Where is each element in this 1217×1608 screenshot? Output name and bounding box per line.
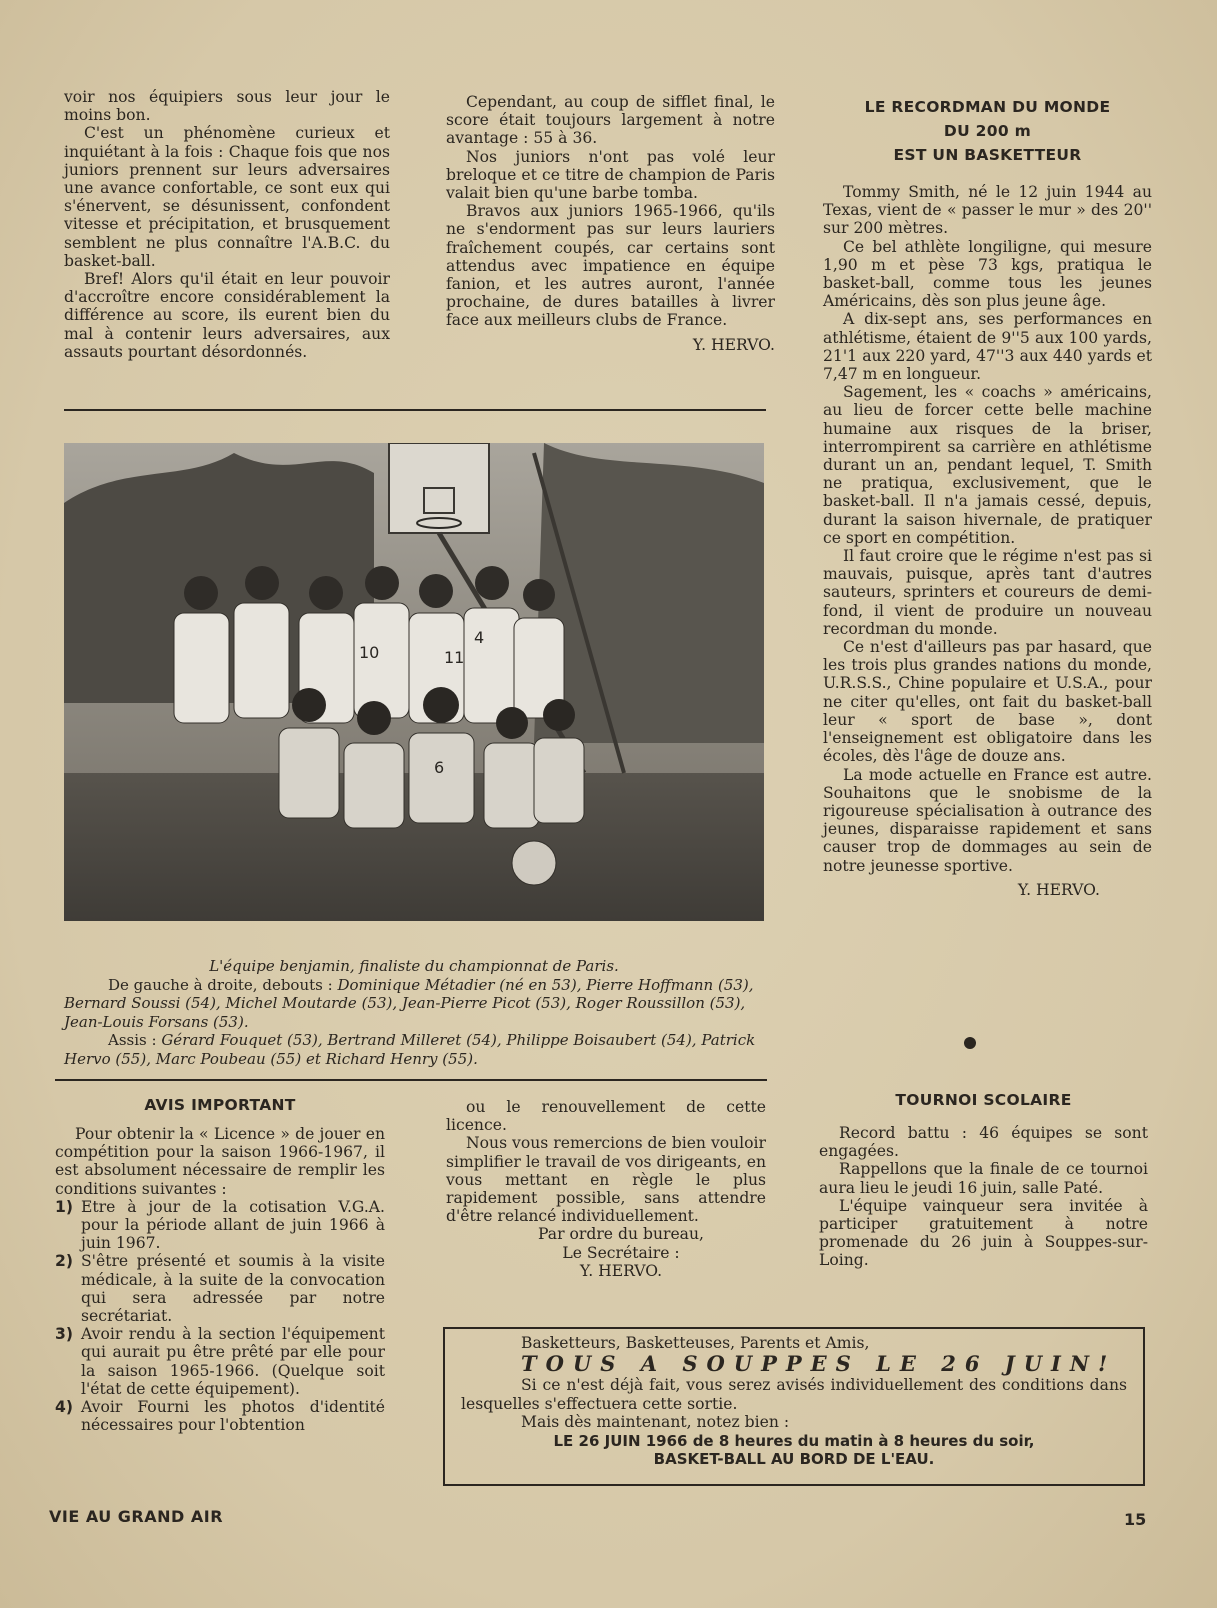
item-number: 1) — [55, 1197, 73, 1216]
avis-intro: Pour obtenir la « Licence » de jouer en compétition pour la saison 1966-1967, il est absolument nécessaire de remplir les conditions suivantes : — [55, 1125, 385, 1198]
announcement-headline: TOUS A SOUPPES LE 26 JUIN! — [521, 1351, 1117, 1377]
paragraph: Ce n'est d'ailleurs pas par hasard, que les trois plus grandes nations du monde, U.R.S.S., Chine populaire et U.S.A., pour ne citer qu'elles, ont fait du basket-ball leur « sport de base », dont l'enseignement est obligatoire dans les écoles, dès l'âge de douze ans. — [823, 638, 1152, 766]
caption-standing-names: Dominique Métadier (né en 53), Pierre Hoffmann (53), Bernard Soussi (54), Michel Moutarde (53), Jean-Pierre Picot (53), Roger Roussillon (53), Jean-Louis Forsans (53). — [64, 975, 754, 1031]
team-photo-illustration — [64, 443, 764, 921]
paragraph: Cependant, au coup de sifflet final, le score était toujours largement à notre avantage : 55 à 36. — [446, 93, 775, 148]
announcement-line: Mais dès maintenant, notez bien : — [521, 1413, 790, 1432]
heading-line: DU 200 m — [943, 122, 1032, 140]
paragraph: La mode actuelle en France est autre. Souhaitons que le snobisme de la rigoureuse spécialisation à outrance des jeunes, disparaisse rapidement et sans causer trop de dommages au sein de notre jeunesse sportive. — [823, 765, 1152, 875]
item-text: Avoir rendu à la section l'équipement qui aurait pu être prêté par elle pour la saison 1965-1966. (Quelque soit l'état de cette équipement). — [81, 1325, 385, 1398]
svg-text:11: 11 — [444, 648, 465, 667]
paragraph: Bref! Alors qu'il était en leur pouvoir d'accroître encore considérablement la différence au score, ils eurent bien du mal à contenir leurs adversaires, aux assauts pourtant désordonnés. — [64, 270, 390, 361]
list-item — [55, 1398, 385, 1434]
paragraph: Bravos aux juniors 1965-1966, qu'ils ne s'endorment pas sur leurs lauriers fraîchement coupés, car certains sont attendus avec impatience en équipe fanion, et les autres auront, l'année prochaine, de dures batailles à livrer face aux meilleurs clubs de France. — [446, 202, 775, 330]
caption-seated-names: Gérard Fouquet (53), Bertrand Milleret (54), Philippe Boisaubert (54), Patrick Hervo (55), Marc Poubeau (55) et Richard Henry (55). — [64, 1031, 756, 1068]
signature: Y. HERVO. — [692, 335, 775, 354]
separator-dot — [964, 1037, 976, 1049]
signature: Y. HERVO. — [1017, 880, 1100, 899]
paragraph: Record battu : 46 équipes se sont engagées. — [819, 1124, 1148, 1161]
avis-secretary: Le Secrétaire : — [562, 1243, 680, 1262]
article-top-col2 — [446, 93, 775, 354]
recordman-heading — [823, 95, 1152, 167]
avis-continuation — [446, 1098, 766, 1280]
caption-seated-label: Assis : — [108, 1031, 157, 1050]
announcement-line: Si ce n'est déjà fait, vous serez avisés individuellement des conditions dans lesquelles s'effectuera cette sortie. — [461, 1376, 1127, 1413]
paragraph: ou le renouvellement de cette licence. — [446, 1098, 766, 1135]
paragraph: L'équipe vainqueur sera invitée à participer gratuitement à notre promenade du 26 juin à Souppes-sur-Loing. — [819, 1196, 1148, 1270]
photo-caption — [64, 957, 764, 1069]
announcement-date: LE 26 JUIN 1966 de 8 heures du matin à 8 heures du soir, — [553, 1431, 1035, 1450]
svg-text:4: 4 — [474, 628, 485, 647]
caption-title: L'équipe benjamin, finaliste du championnat de Paris. — [209, 957, 619, 975]
team-photo — [64, 443, 764, 921]
paragraph: A dix-sept ans, ses performances en athlétisme, étaient de 9''5 aux 100 yards, 21'1 aux 220 yard, 47''3 aux 440 yards et 7,47 m en longueur. — [823, 310, 1152, 384]
paragraph: Sagement, les « coachs » américains, au lieu de forcer cette belle machine humaine aux risques de la briser, interrompirent sa carrière en athlétisme durant un an, pendant lequel, T. Smith ne pratiqua, exclusivement, que le basket-ball. Il n'a jamais cessé, depuis, durant la saison hivernale, de pratiquer ce sport en compétition. — [823, 383, 1152, 547]
svg-text:10: 10 — [359, 643, 380, 662]
announcement-box — [443, 1327, 1145, 1486]
paragraph: Rappellons que la finale de ce tournoi aura lieu le jeudi 16 juin, salle Paté. — [819, 1160, 1148, 1197]
caption-seated — [64, 1031, 764, 1068]
paragraph: Il faut croire que le régime n'est pas si mauvais, puisque, après tant d'autres sauteurs, sprinters et coureurs de demi-fond, il vient de produire un nouveau recordman du monde. — [823, 547, 1152, 638]
list-item — [55, 1198, 385, 1253]
svg-text:6: 6 — [434, 758, 445, 777]
item-text: Avoir Fourni les photos d'identité nécessaires pour l'obtention — [81, 1398, 385, 1435]
paragraph: Ce bel athlète longiligne, qui mesure 1,90 m et pèse 73 kgs, pratiqua le basket-ball, comme tous les jeunes Américains, dès son plus jeune âge. — [823, 237, 1152, 311]
caption-standing — [64, 976, 764, 1032]
recordman-article — [823, 95, 1152, 899]
heading-line: EST UN BASKETTEUR — [893, 146, 1082, 164]
magazine-title: VIE AU GRAND AIR — [49, 1507, 224, 1526]
list-item — [55, 1325, 385, 1398]
paragraph: C'est un phénomène curieux et inquiétant à la fois : Chaque fois que nos juniors prennent sur leurs adversaires une avance confortable, ce sont eux qui s'énervent, se désunissent, confondent vitesse et précipitation, et brusquement semblent ne plus connaître l'A.B.C. du basket-ball. — [64, 124, 390, 270]
announcement-line: Basketteurs, Basketteuses, Parents et Amis, — [521, 1334, 870, 1352]
item-number: 4) — [55, 1398, 73, 1417]
item-number: 2) — [55, 1252, 73, 1271]
item-number: 3) — [55, 1325, 73, 1344]
tournoi-scolaire — [819, 1088, 1148, 1270]
paragraph: Nous vous remercions de bien vouloir simplifier le travail de vos dirigeants, en vous mettant en règle le plus rapidement possible, sans attendre d'être relancé individuellement. — [446, 1134, 766, 1226]
divider — [55, 1079, 767, 1081]
caption-standing-label: De gauche à droite, debouts : — [108, 975, 333, 994]
article-top-col1 — [64, 88, 390, 361]
divider — [64, 409, 766, 411]
avis-heading: AVIS IMPORTANT — [144, 1096, 296, 1114]
avis-order: Par ordre du bureau, — [538, 1225, 704, 1244]
page-number: 15 — [1124, 1510, 1147, 1529]
signature: Y. HERVO. — [579, 1261, 663, 1280]
item-text: Etre à jour de la cotisation V.G.A. pour la période allant de juin 1966 à juin 1967. — [81, 1197, 385, 1253]
paragraph: voir nos équipiers sous leur jour le moins bon. — [64, 88, 390, 125]
heading-line: LE RECORDMAN DU MONDE — [864, 98, 1111, 116]
avis-important — [55, 1093, 385, 1434]
avis-conditions — [55, 1198, 385, 1435]
paragraph: Nos juniors n'ont pas volé leur breloque et ce titre de champion de Paris valait bien qu'une barbe tomba. — [446, 147, 775, 203]
item-text: S'être présenté et soumis à la visite médicale, à la suite de la convocation qui sera adressée par notre secrétariat. — [81, 1252, 385, 1326]
list-item — [55, 1252, 385, 1325]
tournoi-heading: TOURNOI SCOLAIRE — [895, 1091, 1072, 1109]
paragraph: Tommy Smith, né le 12 juin 1944 au Texas, vient de « passer le mur » des 20'' sur 200 mètres. — [823, 183, 1152, 238]
announcement-event: BASKET-BALL AU BORD DE L'EAU. — [653, 1450, 935, 1469]
